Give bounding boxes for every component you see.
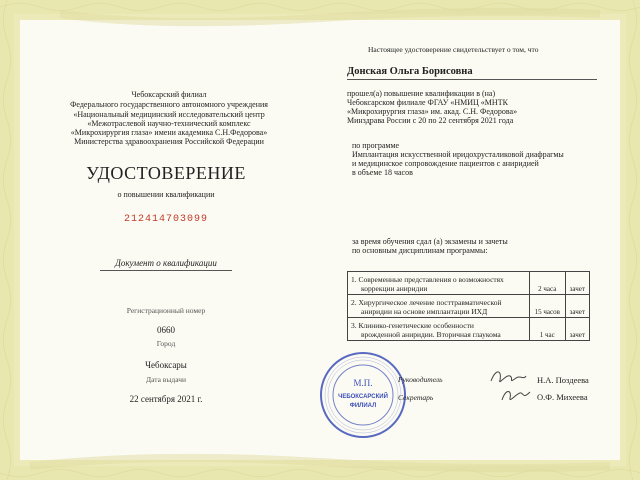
document-subtitle: о повышении квалификации — [117, 190, 215, 199]
subject-result: зачет — [565, 272, 590, 295]
official-stamp — [318, 350, 408, 440]
subject-name: 3. Клинико-генетические особенности врожденной аниридии. Вторичная глаукома — [348, 318, 530, 341]
name-underline — [347, 79, 597, 80]
course-line-3: «Микрохирургия глаза» им. акад. С.Н. Федорова» — [347, 107, 518, 116]
org-line-6: Министерства здравоохранения Российской Федерации — [74, 137, 264, 146]
org-line-2: Федерального государственного автономного учреждения — [70, 100, 268, 109]
program-line-3: в объеме 18 часов — [352, 168, 413, 177]
course-line-2: Чебоксарском филиале ФГАУ «НМИЦ «МНТК — [347, 98, 508, 107]
subject-result: зачет — [565, 318, 590, 341]
issue-date: 22 сентября 2021 г. — [129, 394, 203, 404]
head-name: Н.А. Поздеева — [537, 375, 589, 385]
exam-line-2: по основным дисциплинам программы: — [352, 246, 488, 255]
stamp-line-1: ЧЕБОКСАРСКИЙ — [338, 394, 388, 400]
document-type: Документ о квалификации — [115, 258, 217, 268]
table-row — [348, 272, 590, 295]
doc-type-underline — [100, 270, 232, 271]
city: Чебоксары — [145, 360, 187, 370]
reg-number: 0660 — [157, 325, 175, 335]
exam-line-1: за время обучения сдал (а) экзамены и зачеты — [352, 237, 508, 246]
program-line-2: и медицинское сопровождение пациентов с аниридией — [352, 159, 539, 168]
holder-name: Донская Ольга Борисовна — [347, 66, 473, 77]
secretary-name: О.Ф. Михеева — [537, 392, 588, 402]
table-row — [348, 318, 590, 341]
intro-text: Настоящее удостоверение свидетельствует о том, что — [368, 45, 539, 54]
subject-hours: 1 час — [530, 318, 566, 341]
subject-result: зачет — [565, 295, 590, 318]
subjects-table — [347, 271, 590, 341]
reg-number-label: Регистрационный номер — [126, 306, 206, 315]
org-line-3: «Национальный медицинский исследовательский центр — [73, 110, 265, 119]
document-title: УДОСТОВЕРЕНИЕ — [86, 163, 246, 183]
secretary-signature — [500, 384, 536, 406]
org-line-4: «Межотраслевой научно-технический комплекс — [87, 119, 251, 128]
org-line-1: Чебоксарский филиал — [131, 90, 207, 99]
subject-hours: 2 часа — [530, 272, 566, 295]
form-number: 212414703099 — [123, 214, 209, 225]
program-label: по программе — [352, 141, 400, 150]
city-label: Город — [156, 339, 176, 348]
subject-name: 1. Современные представления о возможностях коррекции аниридии — [348, 272, 530, 295]
org-line-5: «Микрохирургия глаза» имени академика С.Н.Федорова» — [70, 128, 268, 137]
issue-date-label: Дата выдачи — [145, 375, 187, 384]
program-line-1: Имплантация искусственной иридохрусталиковой диафрагмы — [352, 150, 564, 159]
stamp-line-2: ФИЛИАЛ — [349, 403, 377, 409]
table-row — [348, 295, 590, 318]
course-line-4: Минздрава России с 20 по 22 сентября 2021 года — [347, 116, 514, 125]
stamp-mp: М.П. — [353, 378, 373, 388]
secretary-label: Секретарь — [398, 393, 434, 402]
subject-name: 2. Хирургическое лечение посттравматической аниридии на основе имплантации ИХД — [348, 295, 530, 318]
subject-hours: 15 часов — [530, 295, 566, 318]
course-line-1: прошел(а) повышение квалификации в (на) — [347, 89, 496, 98]
head-label: Руководитель — [398, 375, 443, 384]
